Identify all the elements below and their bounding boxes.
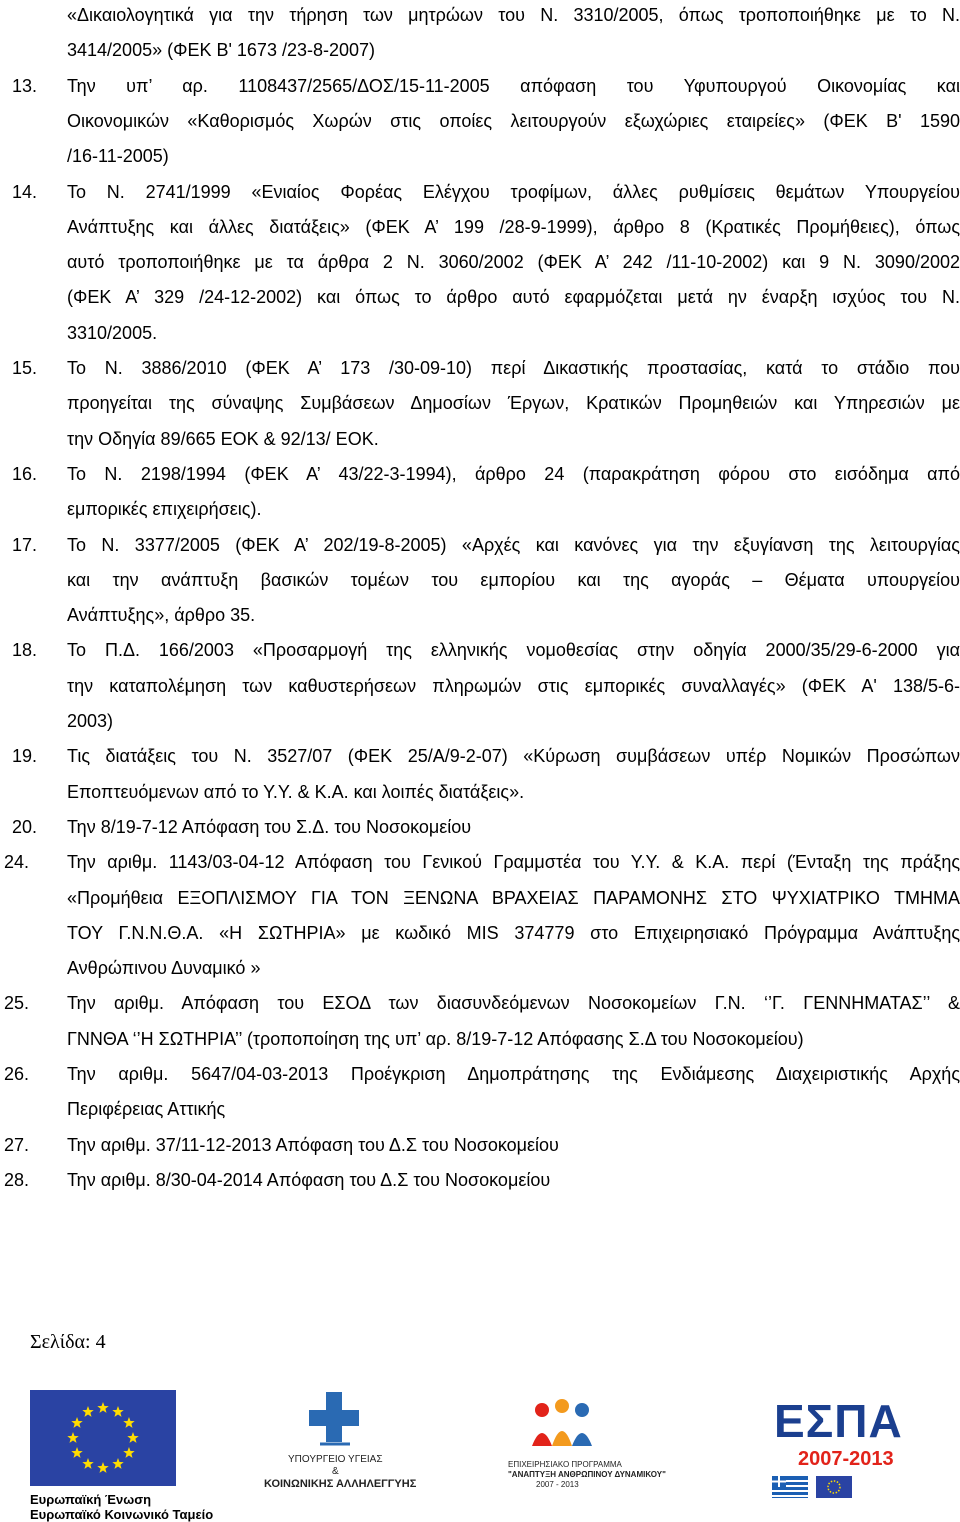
program-caption-line1: ΕΠΙΧΕΙΡΗΣΙΑΚΟ ΠΡΟΓΡΑΜΜΑ	[508, 1460, 622, 1469]
program-caption-line3: 2007 - 2013	[536, 1480, 579, 1489]
item-text-line: Περιφέρειας Αττικής	[67, 1099, 226, 1120]
item-text-line: Την αριθμ. 37/11-12-2013 Απόφαση του Δ.Σ του Νοσοκομείου	[67, 1134, 559, 1155]
item-text-line: Το Ν. 2198/1994 (ΦΕΚ Α’ 43/22-3-1994), άρθρο 24 (παρακράτηση φόρου στο εισόδημα από	[67, 463, 960, 484]
eu-mini-flag-icon	[816, 1476, 852, 1498]
item-number: 18.	[12, 640, 38, 661]
item-number: 13.	[12, 75, 38, 96]
footer-logos	[0, 1380, 960, 1520]
item-text-line: Ανθρώπινου Δυναμικό »	[67, 958, 261, 979]
item-text-line: Την αριθμ. 8/30-04-2014 Απόφαση του Δ.Σ του Νοσοκομείου	[67, 1169, 551, 1190]
item-text-line: Την υπ’ αρ. 1108437/2565/ΔΟΣ/15-11-2005 απόφαση του Υφυπουργού Οικονομίας και	[67, 75, 960, 96]
ministry-caption-amp: &	[332, 1466, 339, 1477]
item-text-line: ΓΝΝΘΑ ‘’Η ΣΩΤΗΡΙΑ’’ (τροποποίηση της υπ’ αρ. 8/19-7-12 Απόφασης Σ.Δ του Νοσοκομείου)	[67, 1028, 804, 1049]
item-text-line: 3310/2005.	[67, 322, 158, 343]
item-number: 15.	[12, 358, 38, 378]
item-text-line: (ΦΕΚ Α’ 329 /24-12-2002) και όπως το άρθρο αυτό εφαρμόζεται μετά ην έναρξη ισχύος του Ν.	[67, 287, 960, 308]
eu-caption-line1: Ευρωπαϊκή Ένωση	[30, 1492, 152, 1507]
item-text-line: «Προμήθεια ΕΞΟΠΛΙΣΜΟΥ ΓΙΑ ΤΟΝ ΞΕΝΩΝΑ ΒΡΑΧΕΙΑΣ ΠΑΡΑΜΟΝΗΣ ΣΤΟ ΨΥΧΙΑΤΡΙΚΟ ΤΜΗΜΑ	[67, 887, 960, 908]
item-text-line: Το Ν. 3377/2005 (ΦΕΚ Α’ 202/19-8-2005) «Αρχές και κανόνες για την εξυγίανση της λειτουργίας	[67, 534, 960, 555]
item-text-line: Ανάπτυξης», άρθρο 35.	[67, 605, 256, 626]
item-text-line: /16-11-2005)	[67, 146, 169, 167]
item-text-line: Το Ν. 3886/2010 (ΦΕΚ Α’ 173 /30-09-10) περί Δικαστικής προστασίας, κατά το στάδιο που	[67, 358, 960, 378]
item-text-line: 2003)	[67, 711, 114, 731]
espa-title: ΕΣΠΑ	[774, 1395, 903, 1447]
item-text-line: Το Π.Δ. 166/2003 «Προσαρμογή της ελληνικής νομοθεσίας στην οδηγία 2000/35/29-6-2000 για	[67, 640, 960, 661]
ministry-cross-logo	[300, 1390, 370, 1450]
item-number: 27.	[4, 1134, 30, 1155]
item-text-line: και την ανάπτυξη βασικών τομέων του εμπορίου και της αγοράς – Θέματα υπουργείου	[67, 569, 960, 590]
item-text-line: Την αριθμ. 1143/03-04-12 Απόφαση του Γενικού Γραμμστέα του Υ.Υ. & Κ.Α. περί (Ένταξη της πράξης	[67, 852, 960, 873]
greek-flag-icon	[772, 1476, 808, 1498]
item-text-line: Την 8/19-7-12 Απόφαση του Σ.Δ. του Νοσοκομείου	[67, 816, 472, 837]
item-text-line: Την αριθμ. Απόφαση του ΕΣΟΔ των διασυνδεόμενων Νοσοκομείων Γ.Ν. ‘’Γ. ΓΕΝΝΗΜΑΤΑΣ’’ &	[67, 993, 960, 1014]
item-text-line: προηγείται της σύναψης Συμβάσεων Δημοσίων Έργων, Κρατικών Προμηθειών και Υπηρεσιών με	[67, 393, 960, 414]
ministry-caption-line1: ΥΠΟΥΡΓΕΙΟ ΥΓΕΙΑΣ	[288, 1454, 383, 1465]
item-text-line: Οικονομικών «Καθορισμός Χωρών στις οποίες λειτουργούν εξωχώριες εταιρείες» (ΦΕΚ Β' 1590	[67, 110, 960, 131]
item-number: 16.	[12, 463, 38, 484]
item-number: 19.	[12, 746, 38, 767]
item-text-line: Εποπτευόμενων από το Υ.Υ. & Κ.Α. και λοιπές διατάξεις».	[67, 781, 525, 802]
item-text-line: αυτό τροποποιήθηκε με τα άρθρα 2 Ν. 3060/2002 (ΦΕΚ Α’ 242 /11-10-2002) και 9 Ν. 3090/2002	[67, 252, 960, 273]
item-number: 14.	[12, 181, 38, 202]
item-number: 24.	[4, 852, 30, 873]
espa-logo	[772, 1396, 932, 1496]
item-number: 20.	[12, 816, 38, 837]
item-text-line: Το Ν. 2741/1999 «Ενιαίος Φορέας Ελέγχου τροφίμων, άλλες ρυθμίσεις θεμάτων Υπουργείου	[67, 181, 960, 202]
eu-flag-logo	[30, 1390, 176, 1486]
item-text-line: ΤΟΥ Γ.Ν.Ν.Θ.Α. «Η ΣΩΤΗΡΙΑ» με κωδικό MIS 374779 στο Επιχειρησιακό Πρόγραμμα Ανάπτυξης	[67, 922, 960, 943]
page-number-label: Σελίδα: 4	[30, 1331, 106, 1353]
program-figures-logo	[480, 1396, 640, 1456]
item-number: 17.	[12, 534, 38, 555]
item-text-line: την καταπολέμηση των καθυστερήσεων πληρωμών στις εμπορικές συναλλαγές» (ΦΕΚ Α' 138/5-6-	[67, 675, 960, 696]
espa-years: 2007-2013	[798, 1448, 894, 1470]
eu-caption-line2: Ευρωπαϊκό Κοινωνικό Ταμείο	[30, 1507, 214, 1522]
ministry-caption-line2: ΚΟΙΝΩΝΙΚΗΣ ΑΛΛΗΛΕΓΓΥΗΣ	[264, 1478, 417, 1490]
item-number: 25.	[4, 993, 30, 1014]
item-text-line: Ανάπτυξης και άλλες διατάξεις» (ΦΕΚ Α’ 199 /28-9-1999), άρθρο 8 (Κρατικές Προμήθειες), όπως	[67, 216, 960, 237]
item-text-line: «Δικαιολογητικά για την τήρηση των μητρώων του Ν. 3310/2005, όπως τροποποιήθηκε με το Ν.	[67, 5, 960, 25]
item-text-line: Την αριθμ. 5647/04-03-2013 Προέγκριση Δημοπράτησης της Ενδιάμεσης Διαχειριστικής Αρχής	[67, 1064, 960, 1084]
item-text-line: την Οδηγία 89/665 ΕΟΚ & 92/13/ ΕΟΚ.	[67, 428, 379, 449]
item-text-line: Τις διατάξεις του Ν. 3527/07 (ΦΕΚ 25/Α/9-2-07) «Κύρωση συμβάσεων υπέρ Νομικών Προσώπων	[67, 746, 960, 767]
item-number: 26.	[4, 1064, 30, 1084]
item-text-line: εμπορικές επιχειρήσεις).	[67, 499, 262, 520]
item-text-line: 3414/2005» (ΦΕΚ Β' 1673 /23-8-2007)	[67, 40, 376, 61]
program-caption-line2: "ΑΝΑΠΤΥΞΗ ΑΝΘΡΩΠΙΝΟΥ ΔΥΝΑΜΙΚΟΥ"	[508, 1470, 666, 1479]
item-number: 28.	[4, 1169, 30, 1190]
